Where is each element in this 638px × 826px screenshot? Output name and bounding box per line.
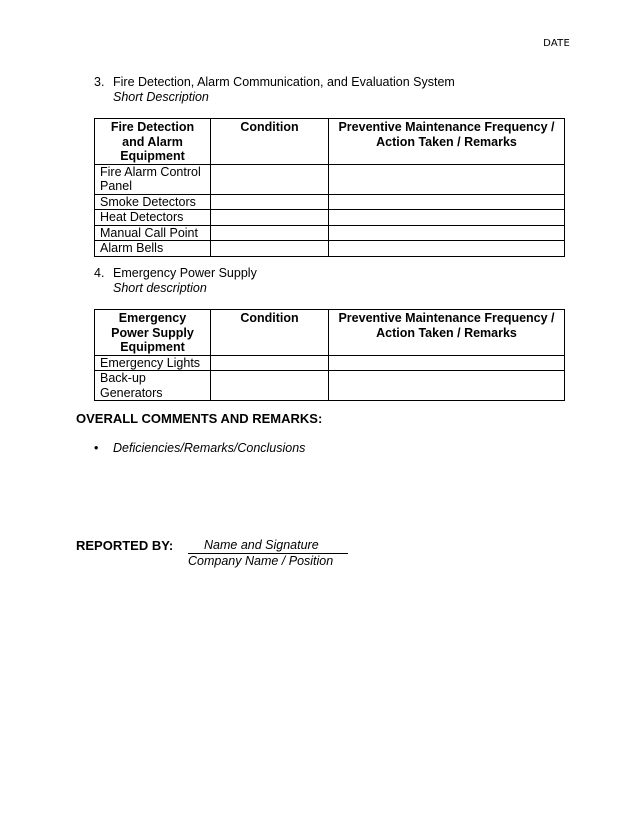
condition-cell[interactable] [211, 210, 329, 226]
emergency-power-table [94, 309, 565, 401]
table-row [95, 225, 565, 241]
remarks-cell[interactable] [329, 225, 565, 241]
deficiencies-text: Deficiencies/Remarks/Conclusions [113, 441, 306, 455]
section-4-number: 4. [94, 266, 105, 280]
section-3-title: Fire Detection, Alarm Communication, and Evaluation System [113, 75, 455, 89]
condition-cell[interactable] [211, 225, 329, 241]
column-header-equipment: Emergency Power Supply Equipment [95, 310, 211, 356]
condition-cell[interactable] [211, 194, 329, 210]
name-signature-line[interactable]: Name and Signature [188, 538, 348, 554]
condition-cell[interactable] [211, 371, 329, 401]
table-row [95, 355, 565, 371]
equipment-cell: Manual Call Point [95, 225, 211, 241]
table-row [95, 164, 565, 194]
table-header-row [95, 310, 565, 356]
table-row [95, 210, 565, 226]
remarks-cell[interactable] [329, 194, 565, 210]
list-item [94, 441, 305, 455]
section-3-heading [94, 75, 455, 105]
section-4-description: Short description [113, 281, 207, 295]
section-3-number: 3. [94, 75, 105, 89]
signature-block [188, 538, 348, 569]
remarks-cell[interactable] [329, 241, 565, 257]
condition-cell[interactable] [211, 164, 329, 194]
equipment-cell: Emergency Lights [95, 355, 211, 371]
column-header-maintenance: Preventive Maintenance Frequency / Action Taken / Remarks [329, 310, 565, 356]
column-header-maintenance: Preventive Maintenance Frequency / Action Taken / Remarks [329, 119, 565, 165]
condition-cell[interactable] [211, 241, 329, 257]
condition-cell[interactable] [211, 355, 329, 371]
equipment-cell: Fire Alarm Control Panel [95, 164, 211, 194]
remarks-cell[interactable] [329, 355, 565, 371]
table-row [95, 194, 565, 210]
section-4-title: Emergency Power Supply [113, 266, 257, 280]
equipment-cell: Smoke Detectors [95, 194, 211, 210]
bullet-icon: • [94, 441, 99, 455]
remarks-cell[interactable] [329, 210, 565, 226]
company-position-line[interactable]: Company Name / Position [188, 554, 334, 568]
remarks-cell[interactable] [329, 371, 565, 401]
section-3-description: Short Description [113, 90, 209, 104]
overall-comments-heading: OVERALL COMMENTS AND REMARKS: [76, 411, 323, 426]
reported-by-label: REPORTED BY: [76, 538, 174, 553]
table-row [95, 241, 565, 257]
table-row [95, 371, 565, 401]
column-header-equipment: Fire Detection and Alarm Equipment [95, 119, 211, 165]
equipment-cell: Back-up Generators [95, 371, 211, 401]
equipment-cell: Alarm Bells [95, 241, 211, 257]
column-header-condition: Condition [211, 310, 329, 356]
remarks-cell[interactable] [329, 164, 565, 194]
equipment-cell: Heat Detectors [95, 210, 211, 226]
column-header-condition: Condition [211, 119, 329, 165]
fire-detection-table [94, 118, 565, 257]
section-4-heading [94, 266, 257, 296]
date-label: DATE [543, 38, 570, 49]
table-header-row [95, 119, 565, 165]
